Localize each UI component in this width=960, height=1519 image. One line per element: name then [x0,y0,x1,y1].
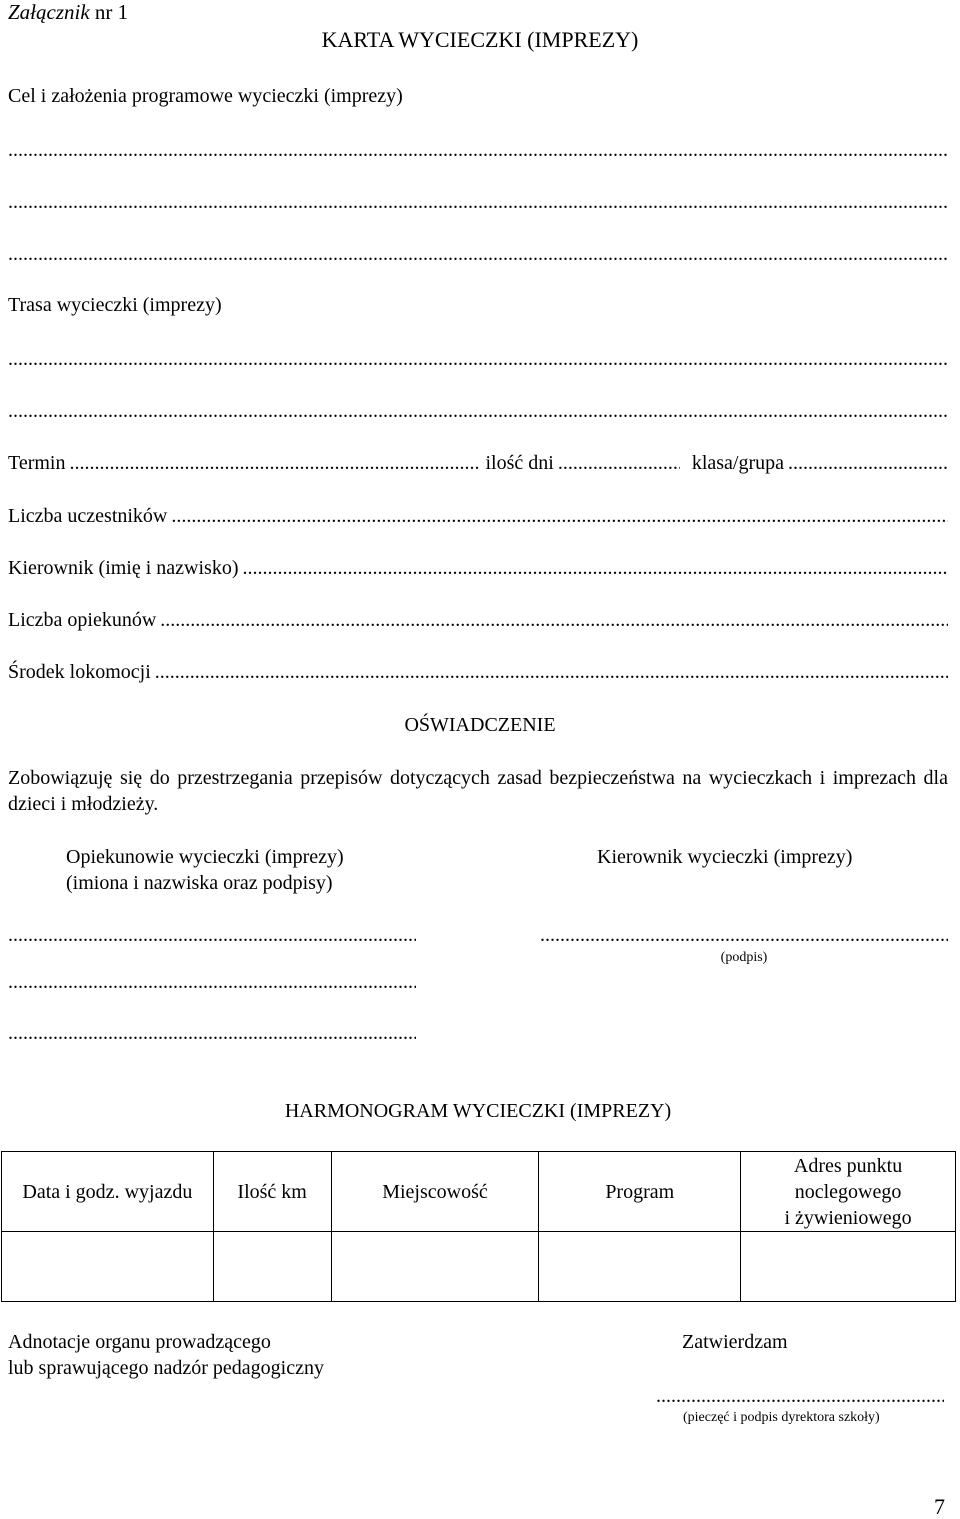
term-row [8,451,948,475]
table-cell[interactable] [741,1232,956,1302]
table-cell[interactable] [2,1232,214,1302]
term-label: Termin [8,452,66,474]
page-title: KARTA WYCIECZKI (IMPREZY) [321,27,639,52]
participants-label: Liczba uczestników [8,505,168,527]
transport-row [8,660,948,684]
guardian-signature-line-2[interactable] [8,970,416,994]
col-address-line-2: noclegowego [794,1180,902,1203]
guardian-signature-line-1[interactable] [8,923,416,947]
guardians-row [8,608,948,632]
goals-label: Cel i założenia programowe wycieczki (imprezy) [8,85,403,107]
schedule-header-row [2,1152,956,1232]
guardians-title: Opiekunowie wycieczki (imprezy) [66,846,344,868]
leader-field[interactable] [243,556,949,580]
annex-number: nr 1 [94,0,129,24]
days-label: ilość dni [485,452,554,474]
guardians-field[interactable] [160,608,948,632]
col-place-header: Miejscowość [331,1152,539,1232]
leader-signature-line[interactable] [540,923,948,947]
declaration-heading: OŚWIADCZENIE [404,714,556,736]
days-field[interactable] [558,451,680,475]
leader-title: Kierownik wycieczki (imprezy) [597,846,853,868]
class-label: klasa/grupa [691,452,785,474]
col-address-line-1: Adres punktu [793,1154,903,1177]
route-line-2[interactable] [8,399,948,423]
declaration-text: Zobowiązuję się do przestrzegania przepisów dotyczących zasad bezpieczeństwa na wycieczkach i imprezach dla dzieci i młodzieży. [8,767,948,815]
stamp-caption: (pieczęć i podpis dyrektora szkoły) [683,1410,880,1425]
table-cell[interactable] [331,1232,539,1302]
term-field[interactable] [69,451,479,475]
annex-word: Załącznik [8,0,90,24]
guardians-label: Liczba opiekunów [8,609,157,631]
signature-caption: (podpis) [720,950,768,965]
schedule-table [1,1151,956,1302]
transport-field[interactable] [155,660,948,684]
goals-line-2[interactable] [8,190,948,214]
schedule-empty-row [2,1232,956,1302]
annex-label [8,0,128,24]
page-number: 7 [934,1494,945,1519]
class-field[interactable] [788,451,948,475]
leader-row [8,556,948,580]
col-km-header: Ilość km [213,1152,331,1232]
goals-line-3[interactable] [8,242,948,266]
guardians-subtitle: (imiona i nazwiska oraz podpisy) [66,872,333,894]
approve-label: Zatwierdzam [682,1331,788,1353]
route-label: Trasa wycieczki (imprezy) [8,294,222,316]
participants-field[interactable] [171,504,948,528]
notes-line-1: Adnotacje organu prowadzącego [8,1331,271,1353]
transport-label: Środek lokomocji [8,661,151,683]
col-date-header: Data i godz. wyjazdu [2,1152,214,1232]
participants-row [8,504,948,528]
col-address-line-3: i żywieniowego [784,1206,912,1229]
route-line-1[interactable] [8,347,948,371]
guardian-signature-line-3[interactable] [8,1021,416,1045]
table-cell[interactable] [213,1232,331,1302]
notes-line-2: lub sprawującego nadzór pedagogiczny [8,1357,324,1379]
table-cell[interactable] [539,1232,741,1302]
schedule-title: HARMONOGRAM WYCIECZKI (IMPREZY) [284,1100,672,1122]
leader-label: Kierownik (imię i nazwisko) [8,557,239,579]
col-address-header [741,1152,956,1232]
goals-line-1[interactable] [8,138,948,162]
director-signature-line[interactable] [656,1384,944,1408]
col-program-header: Program [539,1152,741,1232]
